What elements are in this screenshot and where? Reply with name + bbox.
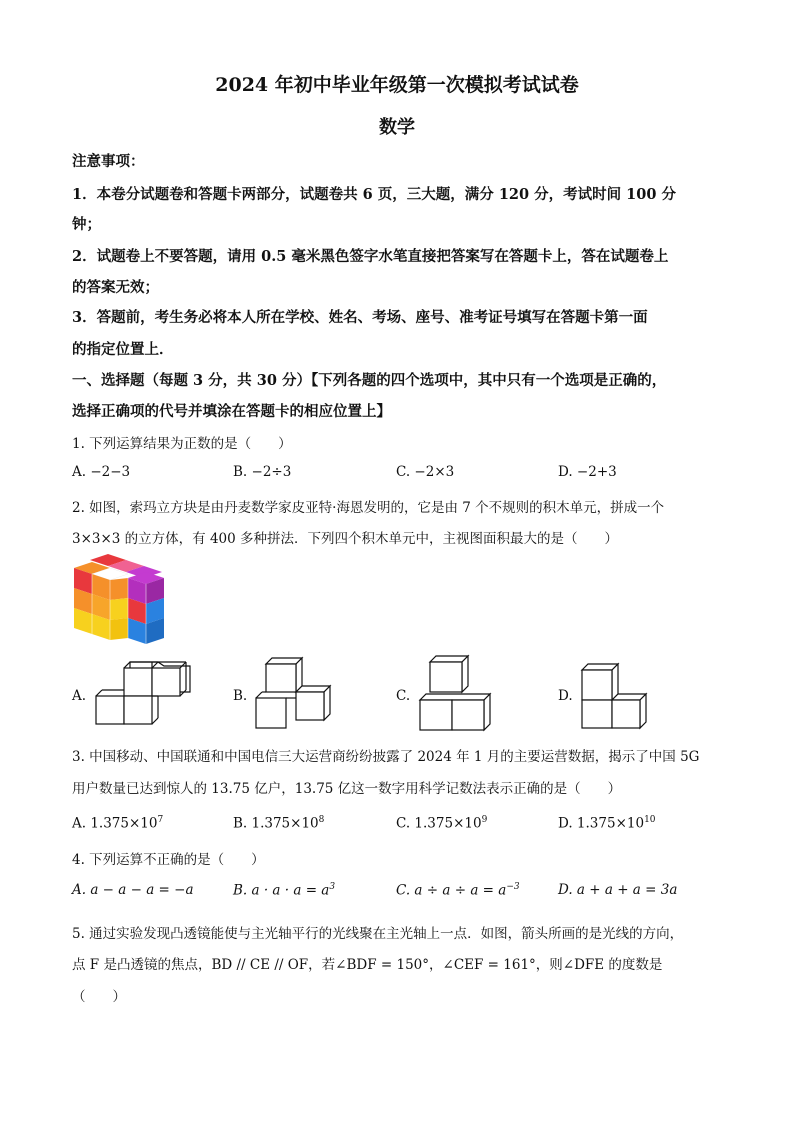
section-heading-cont: 选择正确项的代号并填涂在答题卡的相应位置上】 [72, 403, 391, 420]
soma-cube-image [70, 550, 170, 655]
question-5-line-3: （ ） [72, 989, 126, 1005]
notice-item-2-cont: 的答案无效； [72, 279, 159, 296]
q2-option-c-label: C. [396, 688, 411, 704]
q1-option-b: B. −2÷3 [233, 464, 292, 480]
q4-option-c: C. $a \div a \div a = a^{-3}$ [396, 882, 520, 899]
q1-option-a: A. −2−3 [72, 464, 131, 480]
q1-option-c: C. −2×3 [396, 464, 455, 480]
q4-option-d: D. a + a + a = 3a [558, 882, 678, 898]
notice-item-2: 2．试题卷上不要答题，请用 0.5 毫米黑色签字水笔直接把答案写在答题卡上，答在试题卷上 [72, 248, 669, 265]
page-title: 2024 年初中毕业年级第一次模拟考试试卷 [215, 74, 579, 96]
section-heading: 一、选择题（每题 3 分，共 30 分）【下列各题的四个选项中，其中只有一个选项是正确的， [72, 372, 667, 389]
notice-item-3: 3．答题前，考生务必将本人所在学校、姓名、考场、座号、准考证号填写在答题卡第一面 [72, 309, 648, 326]
q2-option-c-figure [416, 652, 496, 734]
question-3-line-1: 3. 中国移动、中国联通和中国电信三大运营商纷纷披露了 2024 年 1 月的主要运营数据，揭示了中国 5G [72, 749, 700, 765]
notice-item-3-cont: 的指定位置上． [72, 341, 174, 358]
question-4-stem: 4. 下列运算不正确的是（ ） [72, 852, 265, 868]
q1-option-d: D. −2+3 [558, 464, 617, 480]
q4-option-b: B. $a \cdot a \cdot a = a^3$ [233, 882, 336, 899]
q3-option-b: B. $1.375\times 10^8$ [233, 815, 325, 832]
q2-option-a-figure [92, 658, 192, 730]
question-2-line-2: 3×3×3 的立方体，有 400 多种拼法．下列四个积木单元中，主视图面积最大的是（ ） [72, 531, 619, 547]
q2-option-b-label: B. [233, 688, 248, 704]
q2-option-d-figure [578, 660, 650, 732]
q2-option-a-label: A. [72, 688, 87, 704]
q2-option-d-label: D. [558, 688, 573, 704]
question-5-line-1: 5. 通过实验发现凸透镜能使与主光轴平行的光线聚在主光轴上一点．如图，箭头所画的是光线的方向， [72, 926, 684, 942]
q4-option-a: A. a − a − a = −a [72, 882, 194, 898]
q3-option-d: D. $1.375\times 10^{10}$ [558, 815, 656, 832]
notice-item-1-cont: 钟； [72, 216, 101, 233]
subject-title: 数学 [379, 117, 415, 138]
q3-option-a: A. $1.375\times 10^7$ [72, 815, 164, 832]
notice-heading: 注意事项： [72, 153, 145, 170]
question-3-line-2: 用户数量已达到惊人的 13.75 亿户，13.75 亿这一数字用科学记数法表示正确的是（ ） [72, 781, 622, 797]
question-2-line-1: 2. 如图，索玛立方块是由丹麦数学家皮亚特·海恩发明的，它是由 7 个不规则的积木单元，拼成一个 [72, 500, 665, 516]
question-1-stem: 1. 下列运算结果为正数的是（ ） [72, 436, 292, 452]
q3-option-c: C. $1.375\times 10^9$ [396, 815, 488, 832]
q2-option-b-figure [252, 656, 334, 732]
notice-item-1: 1．本卷分试题卷和答题卡两部分，试题卷共 6 页，三大题，满分 120 分，考试时间 100 分 [72, 186, 676, 203]
question-5-line-2: 点 F 是凸透镜的焦点，BD // CE // OF，若∠BDF = 150°，∠CEF = 161°，则∠DFE 的度数是 [72, 957, 663, 973]
